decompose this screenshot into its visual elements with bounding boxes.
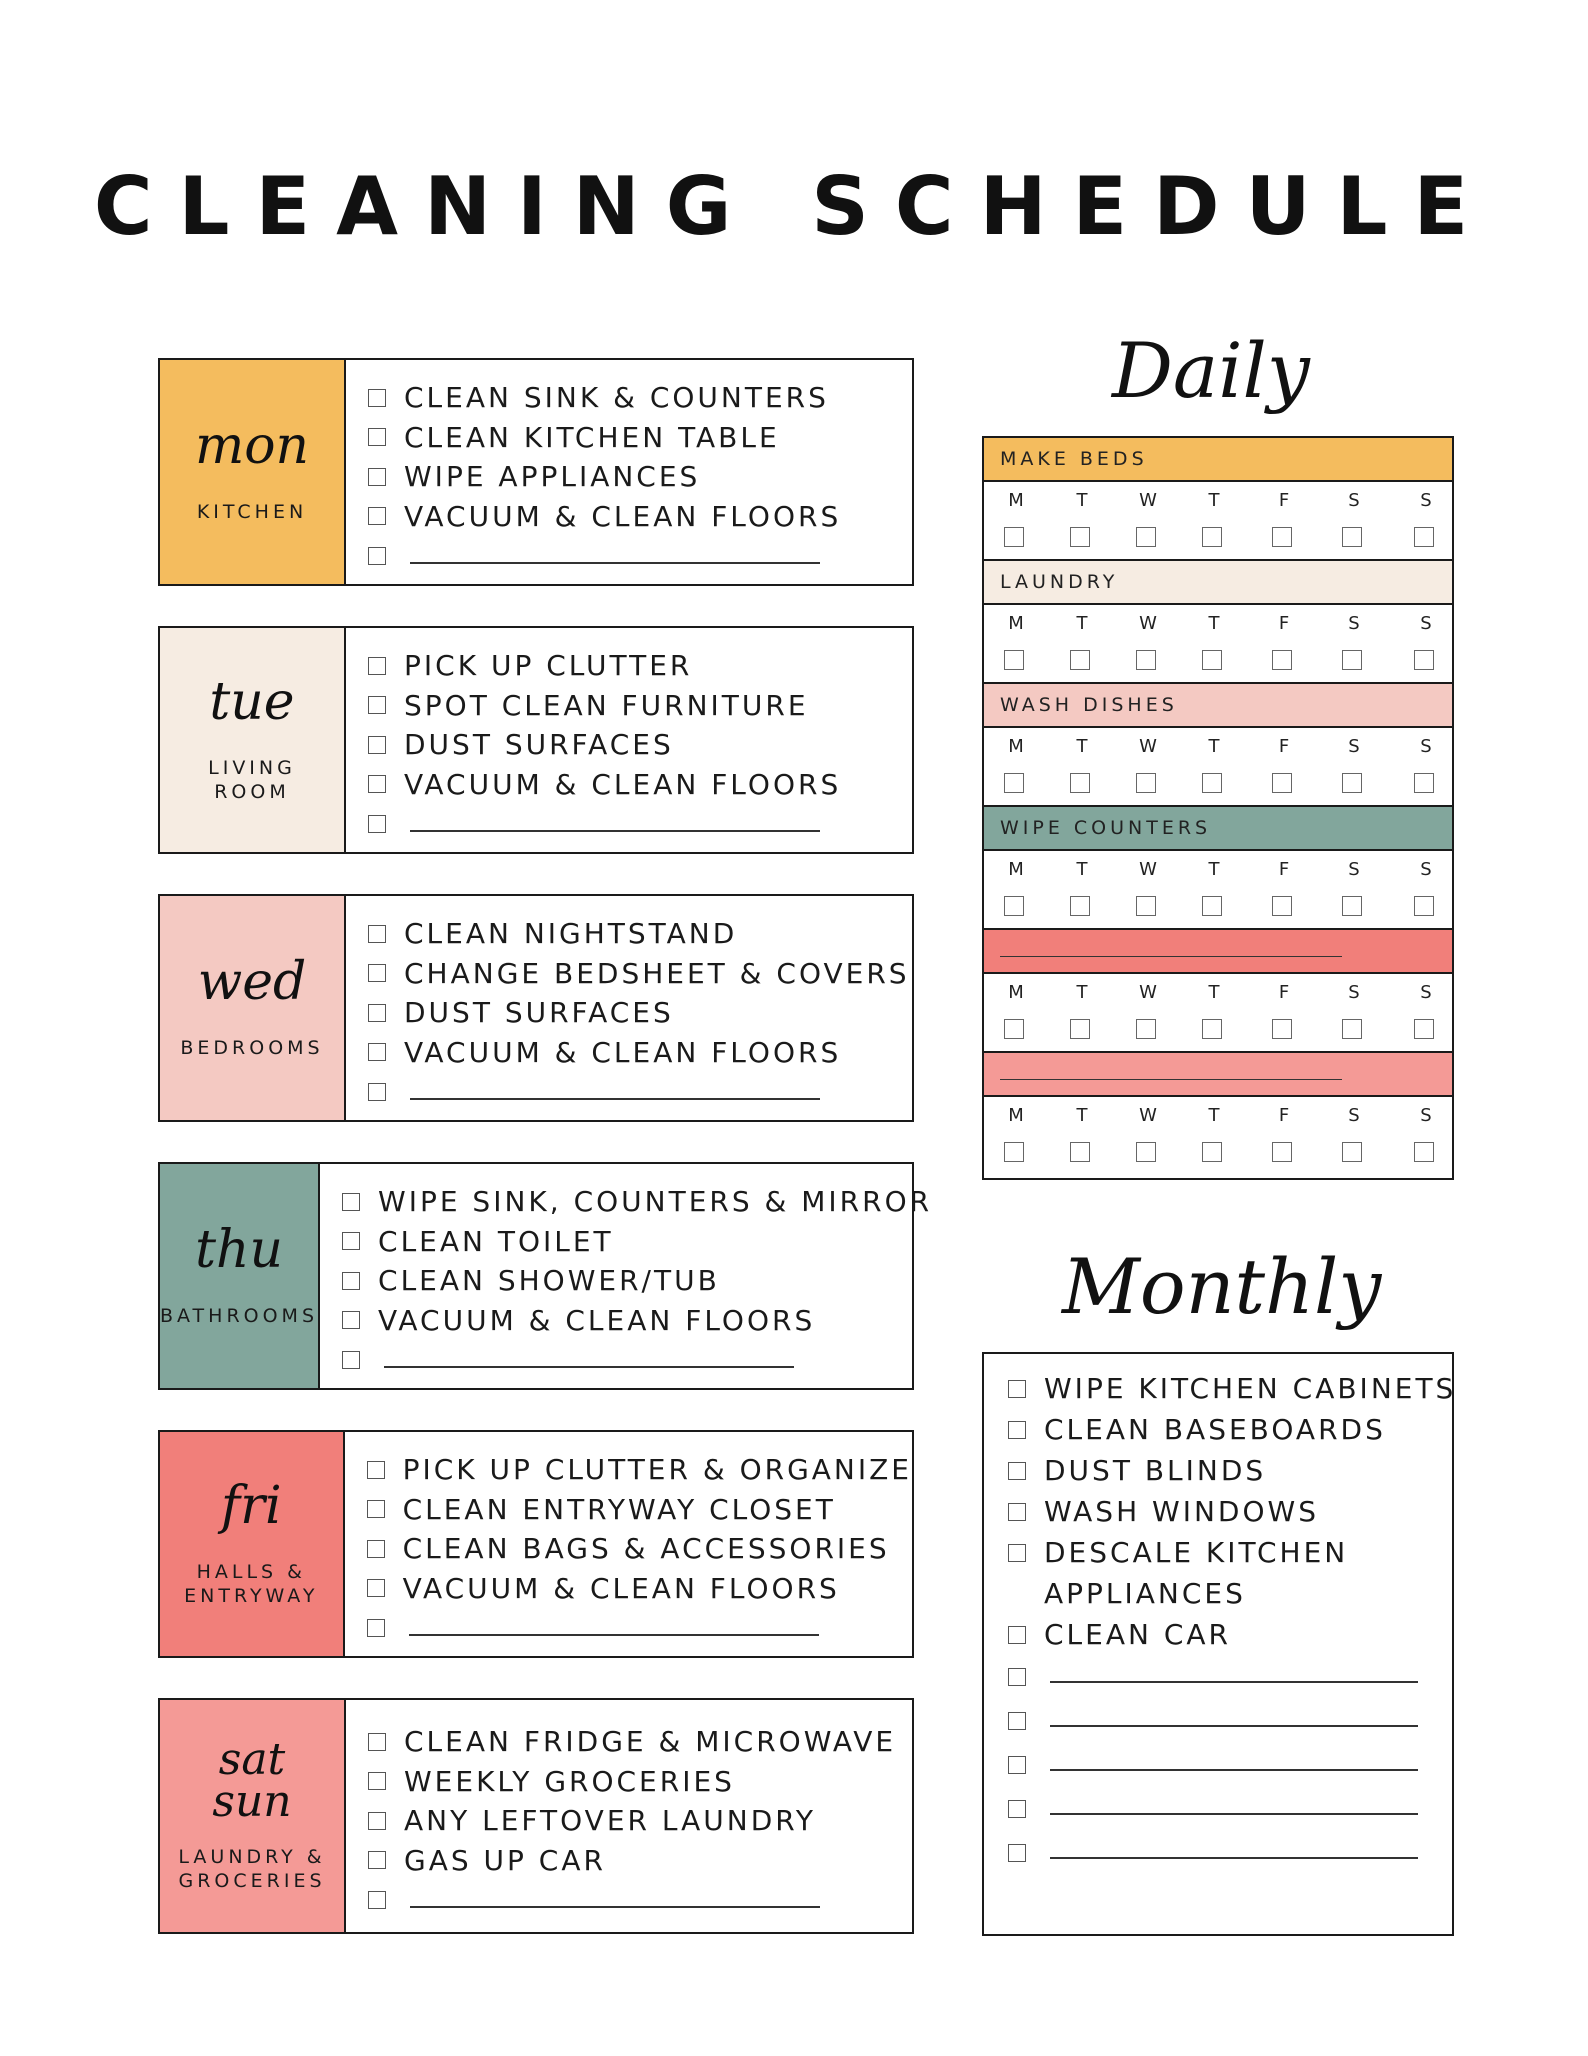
weekday-checkbox[interactable]: [1136, 896, 1156, 916]
task-label: CHANGE BEDSHEET & COVERS: [404, 956, 910, 990]
weekday-label: M: [1008, 613, 1024, 634]
task-item: [342, 1301, 932, 1341]
write-in-line[interactable]: [410, 1906, 820, 1908]
monthly-task-blank: [1008, 1743, 1452, 1787]
task-label: CLEAN BASEBOARDS: [1044, 1413, 1386, 1446]
monthly-task-item: [1008, 1450, 1452, 1491]
task-checkbox[interactable]: [368, 1043, 386, 1061]
task-item: [368, 686, 912, 726]
weekday-checkbox[interactable]: [1272, 773, 1292, 793]
task-label: SPOT CLEAN FURNITURE: [404, 688, 809, 722]
write-in-line[interactable]: [410, 830, 820, 832]
weekday-row: [984, 482, 1452, 561]
weekday-label: T: [1076, 982, 1088, 1003]
day-card-mon: [158, 358, 914, 586]
weekday-label: S: [1348, 613, 1360, 634]
weekday-checkbox[interactable]: [1136, 650, 1156, 670]
task-label: WASH WINDOWS: [1044, 1495, 1319, 1528]
task-item: [367, 1490, 912, 1530]
task-label: GAS UP CAR: [404, 1843, 606, 1877]
weekday-checkbox[interactable]: [1202, 896, 1222, 916]
day-label-panel: [160, 1164, 320, 1388]
task-item-blank: [367, 1608, 912, 1648]
task-checkbox[interactable]: [367, 1579, 385, 1597]
task-label: VACUUM & CLEAN FLOORS: [378, 1303, 816, 1337]
day-name: mon: [194, 416, 310, 476]
task-checkbox[interactable]: [368, 1004, 386, 1022]
weekday-checkbox[interactable]: [1342, 773, 1362, 793]
task-checkbox[interactable]: [368, 657, 386, 675]
weekday-checkbox[interactable]: [1004, 1019, 1024, 1039]
weekday-label: T: [1208, 490, 1220, 511]
task-label: CLEAN SHOWER/TUB: [378, 1264, 720, 1298]
task-checkbox[interactable]: [342, 1272, 360, 1290]
task-checkbox[interactable]: [1008, 1626, 1026, 1644]
task-checkbox[interactable]: [368, 696, 386, 714]
task-checkbox[interactable]: [342, 1232, 360, 1250]
task-item-blank: [368, 804, 912, 844]
task-checkbox[interactable]: [342, 1193, 360, 1211]
monthly-heading: Monthly: [1062, 1242, 1382, 1331]
task-checkbox[interactable]: [1008, 1668, 1026, 1686]
task-checkbox[interactable]: [368, 468, 386, 486]
task-label: VACUUM & CLEAN FLOORS: [402, 1571, 840, 1605]
write-in-line[interactable]: [1050, 1725, 1418, 1727]
task-checkbox[interactable]: [368, 775, 386, 793]
write-in-line[interactable]: [1050, 1813, 1418, 1815]
task-checkbox[interactable]: [368, 507, 386, 525]
task-list: [346, 628, 912, 852]
task-checkbox[interactable]: [1008, 1712, 1026, 1730]
weekday-label: M: [1008, 736, 1024, 757]
task-label: WEEKLY GROCERIES: [404, 1764, 735, 1798]
weekday-label: S: [1348, 490, 1360, 511]
task-checkbox[interactable]: [368, 1891, 386, 1909]
monthly-task-blank: [1008, 1655, 1452, 1699]
weekday-label: W: [1139, 982, 1157, 1003]
task-label: DESCALE KITCHEN APPLIANCES: [1044, 1536, 1349, 1610]
task-item: [368, 725, 912, 765]
monthly-task-item: [1008, 1491, 1452, 1532]
task-checkbox[interactable]: [1008, 1756, 1026, 1774]
task-item: [368, 993, 912, 1033]
weekday-checkbox[interactable]: [1136, 773, 1156, 793]
weekday-checkbox[interactable]: [1136, 1142, 1156, 1162]
write-in-line[interactable]: [384, 1366, 794, 1368]
day-name: sat sun: [212, 1734, 292, 1827]
daily-heading: Daily: [1112, 326, 1310, 415]
room-name: BATHROOMS: [160, 1305, 319, 1327]
monthly-task-blank: [1008, 1699, 1452, 1743]
task-list: [346, 1700, 912, 1932]
task-item: [368, 1841, 912, 1881]
weekday-checkbox[interactable]: [1070, 1142, 1090, 1162]
weekday-label: F: [1278, 736, 1290, 757]
write-in-line[interactable]: [1050, 1857, 1418, 1859]
weekday-label: S: [1420, 736, 1432, 757]
weekday-checkbox[interactable]: [1342, 527, 1362, 547]
task-checkbox[interactable]: [1008, 1544, 1026, 1562]
task-item: [368, 497, 912, 537]
weekday-label: T: [1076, 613, 1088, 634]
weekday-label: S: [1420, 613, 1432, 634]
task-list: [346, 360, 912, 584]
task-checkbox[interactable]: [368, 1772, 386, 1790]
task-item: [342, 1261, 932, 1301]
weekday-checkbox[interactable]: [1272, 1142, 1292, 1162]
weekday-checkbox[interactable]: [1070, 896, 1090, 916]
task-label: WIPE SINK, COUNTERS & MIRROR: [378, 1185, 933, 1219]
weekday-label: F: [1278, 1105, 1290, 1126]
task-checkbox[interactable]: [367, 1500, 385, 1518]
weekday-checkbox[interactable]: [1004, 650, 1024, 670]
room-name: KITCHEN: [196, 501, 308, 523]
task-label: VACUUM & CLEAN FLOORS: [404, 1035, 842, 1069]
weekday-checkbox[interactable]: [1342, 1019, 1362, 1039]
task-label: CLEAN CAR: [1044, 1618, 1232, 1651]
task-label: DUST BLINDS: [1044, 1454, 1267, 1487]
task-item-blank: [342, 1340, 932, 1380]
day-name: wed: [197, 952, 307, 1012]
weekday-label: F: [1278, 982, 1290, 1003]
day-card-tue: [158, 626, 914, 854]
weekday-checkbox[interactable]: [1342, 1142, 1362, 1162]
weekday-label: T: [1208, 1105, 1220, 1126]
task-checkbox[interactable]: [1008, 1421, 1026, 1439]
task-item: [368, 1762, 912, 1802]
task-label: WIPE KITCHEN CABINETS: [1044, 1372, 1457, 1405]
weekday-checkbox[interactable]: [1342, 896, 1362, 916]
task-label: ANY LEFTOVER LAUNDRY: [404, 1804, 817, 1838]
weekday-label: S: [1348, 859, 1360, 880]
task-label: DUST SURFACES: [404, 996, 674, 1030]
task-checkbox[interactable]: [368, 428, 386, 446]
weekday-label: W: [1139, 859, 1157, 880]
weekday-checkbox[interactable]: [1272, 896, 1292, 916]
weekday-checkbox[interactable]: [1272, 650, 1292, 670]
day-card-wed: [158, 894, 914, 1122]
task-label: VACUUM & CLEAN FLOORS: [404, 499, 842, 533]
weekday-row: [984, 851, 1452, 930]
room-name: LIVING ROOM: [208, 757, 296, 803]
task-checkbox[interactable]: [367, 1540, 385, 1558]
task-item: [368, 457, 912, 497]
weekday-label: S: [1420, 1105, 1432, 1126]
weekday-checkbox[interactable]: [1414, 896, 1434, 916]
weekday-checkbox[interactable]: [1202, 527, 1222, 547]
task-item-blank: [368, 1880, 912, 1920]
task-checkbox[interactable]: [368, 964, 386, 982]
weekday-label: M: [1008, 859, 1024, 880]
weekday-label: W: [1139, 1105, 1157, 1126]
weekday-row: [984, 1097, 1452, 1176]
task-item: [342, 1222, 932, 1262]
weekday-row: [984, 728, 1452, 807]
weekday-checkbox[interactable]: [1272, 1019, 1292, 1039]
weekday-label: F: [1278, 490, 1290, 511]
day-label-panel: [160, 896, 346, 1120]
weekday-checkbox[interactable]: [1070, 527, 1090, 547]
task-checkbox[interactable]: [368, 1812, 386, 1830]
weekday-label: S: [1348, 736, 1360, 757]
task-checkbox[interactable]: [1008, 1380, 1026, 1398]
task-label: VACUUM & CLEAN FLOORS: [404, 767, 842, 801]
day-label-panel: [160, 360, 346, 584]
task-item: [368, 765, 912, 805]
page-title: CLEANING SCHEDULE: [93, 160, 1495, 253]
weekday-checkbox[interactable]: [1136, 1019, 1156, 1039]
weekday-checkbox[interactable]: [1202, 1142, 1222, 1162]
day-label-panel: [160, 628, 346, 852]
task-label: CLEAN FRIDGE & MICROWAVE: [404, 1725, 897, 1759]
weekday-label: W: [1139, 490, 1157, 511]
weekday-label: S: [1420, 490, 1432, 511]
task-checkbox[interactable]: [368, 925, 386, 943]
day-card-sat-sun: [158, 1698, 914, 1934]
task-checkbox[interactable]: [368, 736, 386, 754]
weekday-label: M: [1008, 490, 1024, 511]
weekday-label: T: [1208, 613, 1220, 634]
task-label: DUST SURFACES: [404, 728, 674, 762]
room-name: LAUNDRY & GROCERIES: [178, 1845, 326, 1892]
day-label-panel: [160, 1432, 345, 1656]
task-checkbox[interactable]: [368, 1733, 386, 1751]
weekday-label: M: [1008, 982, 1024, 1003]
write-in-line[interactable]: [410, 562, 820, 564]
task-item: [342, 1182, 932, 1222]
weekday-row: [984, 605, 1452, 684]
weekday-checkbox[interactable]: [1272, 527, 1292, 547]
weekday-label: M: [1008, 1105, 1024, 1126]
task-checkbox[interactable]: [342, 1311, 360, 1329]
room-name: HALLS & ENTRYWAY: [184, 1561, 319, 1607]
weekday-checkbox[interactable]: [1414, 1142, 1434, 1162]
task-item: [368, 1033, 912, 1073]
daily-task-header: MAKE BEDS: [984, 438, 1452, 482]
weekday-label: S: [1420, 982, 1432, 1003]
task-item-blank: [368, 1072, 912, 1112]
write-in-line[interactable]: [1000, 956, 1342, 957]
weekday-checkbox[interactable]: [1414, 650, 1434, 670]
task-label: PICK UP CLUTTER: [404, 649, 693, 683]
write-in-line[interactable]: [410, 1098, 820, 1100]
weekday-label: T: [1076, 1105, 1088, 1126]
weekday-checkbox[interactable]: [1202, 650, 1222, 670]
daily-task-header: LAUNDRY: [984, 561, 1452, 605]
daily-task-header: WASH DISHES: [984, 684, 1452, 728]
weekday-label: T: [1076, 490, 1088, 511]
weekday-label: F: [1278, 859, 1290, 880]
monthly-task-blank: [1008, 1787, 1452, 1831]
task-checkbox[interactable]: [368, 547, 386, 565]
weekday-row: [984, 974, 1452, 1053]
weekday-checkbox[interactable]: [1070, 773, 1090, 793]
weekday-label: W: [1139, 736, 1157, 757]
day-name: thu: [195, 1220, 283, 1280]
monthly-task-item: [1008, 1409, 1452, 1450]
task-checkbox[interactable]: [368, 389, 386, 407]
task-list: [320, 1164, 932, 1388]
task-item: [368, 378, 912, 418]
write-in-line[interactable]: [1000, 1079, 1342, 1080]
weekday-label: T: [1208, 859, 1220, 880]
task-label: CLEAN SINK & COUNTERS: [404, 381, 829, 415]
daily-task-header: WIPE COUNTERS: [984, 807, 1452, 851]
task-label: CLEAN BAGS & ACCESSORIES: [402, 1532, 890, 1566]
task-checkbox[interactable]: [1008, 1462, 1026, 1480]
write-in-line[interactable]: [409, 1634, 819, 1636]
day-name: fri: [220, 1476, 282, 1536]
task-item: [368, 914, 912, 954]
weekday-label: S: [1348, 1105, 1360, 1126]
task-label: CLEAN NIGHTSTAND: [404, 917, 738, 951]
weekday-label: F: [1278, 613, 1290, 634]
weekday-checkbox[interactable]: [1004, 527, 1024, 547]
task-item: [368, 646, 912, 686]
task-checkbox[interactable]: [342, 1351, 360, 1369]
weekday-checkbox[interactable]: [1342, 650, 1362, 670]
write-in-line[interactable]: [1050, 1769, 1418, 1771]
task-label: CLEAN ENTRYWAY CLOSET: [402, 1492, 836, 1526]
task-item: [367, 1529, 912, 1569]
weekday-label: T: [1208, 736, 1220, 757]
weekday-checkbox[interactable]: [1136, 527, 1156, 547]
day-card-fri: [158, 1430, 914, 1658]
task-checkbox[interactable]: [1008, 1800, 1026, 1818]
task-checkbox[interactable]: [367, 1461, 385, 1479]
weekday-checkbox[interactable]: [1414, 1019, 1434, 1039]
monthly-task-item: [1008, 1614, 1452, 1655]
task-label: CLEAN TOILET: [378, 1224, 614, 1258]
room-name: BEDROOMS: [180, 1037, 324, 1059]
daily-tracker: [982, 436, 1454, 1180]
task-item: [367, 1450, 912, 1490]
task-label: WIPE APPLIANCES: [404, 460, 701, 494]
daily-task-header: [984, 1053, 1452, 1097]
task-list: [346, 896, 912, 1120]
task-checkbox[interactable]: [1008, 1844, 1026, 1862]
task-checkbox[interactable]: [367, 1619, 385, 1637]
task-label: PICK UP CLUTTER & ORGANIZE: [402, 1453, 912, 1487]
monthly-task-item: [1008, 1532, 1452, 1614]
task-item: [368, 1801, 912, 1841]
task-checkbox[interactable]: [368, 1851, 386, 1869]
weekday-label: S: [1420, 859, 1432, 880]
task-checkbox[interactable]: [1008, 1503, 1026, 1521]
day-card-thu: [158, 1162, 933, 1390]
weekday-checkbox[interactable]: [1004, 1142, 1024, 1162]
weekday-checkbox[interactable]: [1414, 527, 1434, 547]
weekday-checkbox[interactable]: [1070, 650, 1090, 670]
weekday-label: T: [1076, 736, 1088, 757]
task-item: [368, 418, 912, 458]
weekday-label: S: [1348, 982, 1360, 1003]
weekday-checkbox[interactable]: [1004, 896, 1024, 916]
weekday-checkbox[interactable]: [1070, 1019, 1090, 1039]
task-item: [368, 954, 912, 994]
weekday-checkbox[interactable]: [1202, 1019, 1222, 1039]
day-name: tue: [209, 672, 295, 732]
task-item: [367, 1569, 912, 1609]
weekday-label: T: [1076, 859, 1088, 880]
weekday-label: W: [1139, 613, 1157, 634]
day-label-panel: [160, 1700, 346, 1932]
weekday-checkbox[interactable]: [1202, 773, 1222, 793]
task-checkbox[interactable]: [368, 1083, 386, 1101]
write-in-line[interactable]: [1050, 1681, 1418, 1683]
monthly-list: [982, 1352, 1457, 1936]
monthly-task-blank: [1008, 1831, 1452, 1875]
weekday-label: T: [1208, 982, 1220, 1003]
task-label: CLEAN KITCHEN TABLE: [404, 420, 780, 454]
task-item: [368, 1722, 912, 1762]
weekday-checkbox[interactable]: [1414, 773, 1434, 793]
weekday-checkbox[interactable]: [1004, 773, 1024, 793]
task-list: [345, 1432, 912, 1656]
daily-task-header: [984, 930, 1452, 974]
task-checkbox[interactable]: [368, 815, 386, 833]
task-item-blank: [368, 536, 912, 576]
monthly-task-item: [1008, 1368, 1457, 1409]
